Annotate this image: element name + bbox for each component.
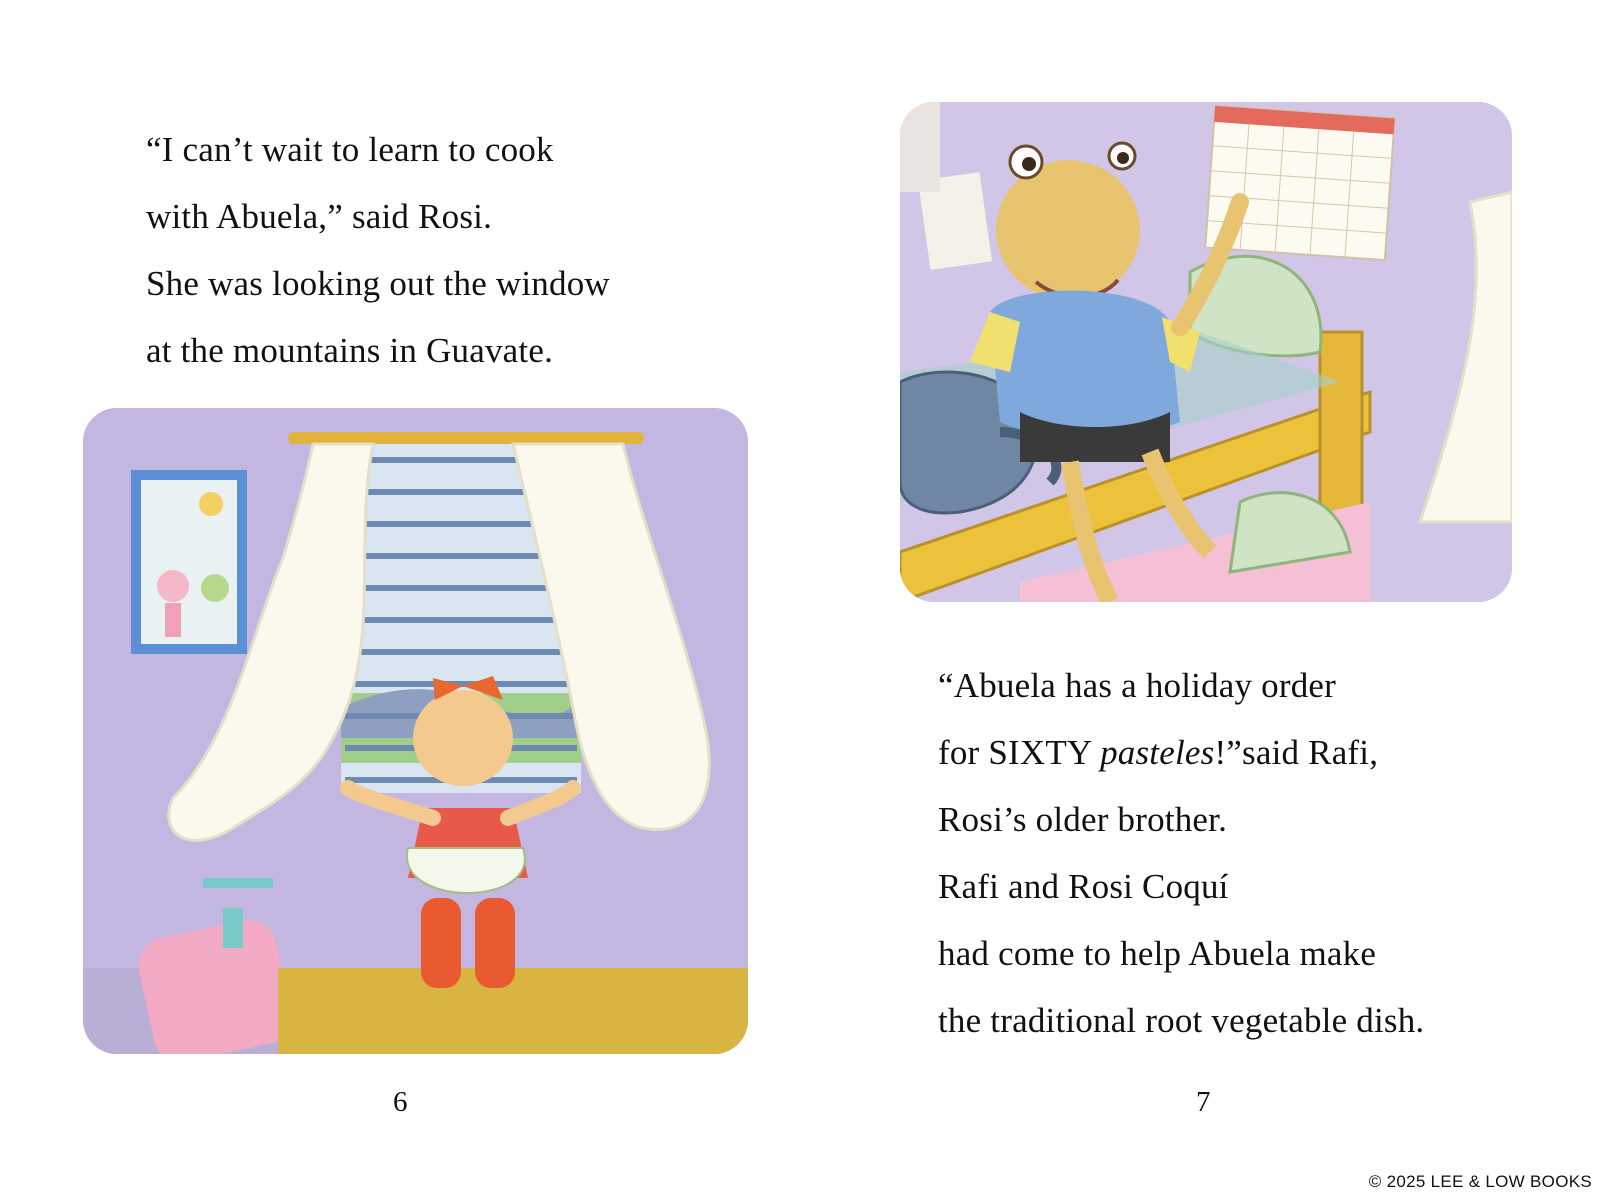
text-run: Rosi’s older brother. bbox=[938, 800, 1228, 839]
text-run: !”said Rafi, bbox=[1214, 733, 1379, 772]
text-line bbox=[938, 987, 1424, 1054]
illustration-rafi-on-bed bbox=[900, 102, 1512, 602]
text-line bbox=[938, 786, 1424, 853]
text-line: at the mountains in Guavate. bbox=[146, 331, 554, 370]
illustration-rafi-svg bbox=[900, 102, 1512, 602]
framed-drawing-icon bbox=[131, 470, 247, 654]
text-run: had come to help Abuela make bbox=[938, 934, 1377, 973]
left-page-text bbox=[146, 116, 610, 384]
page-number-right: 7 bbox=[1196, 1086, 1211, 1118]
page-number-left: 6 bbox=[393, 1086, 408, 1118]
copyright-notice: © 2025 LEE & LOW BOOKS bbox=[1368, 1172, 1592, 1191]
text-run: “Abuela has a holiday order bbox=[938, 666, 1337, 705]
text-run: the traditional root vegetable dish. bbox=[938, 1001, 1425, 1040]
italic-text-run: pasteles bbox=[1100, 733, 1215, 772]
text-line bbox=[938, 853, 1424, 920]
curtain-rod-icon bbox=[288, 432, 644, 444]
illustration-rosi-at-window bbox=[83, 408, 748, 1054]
text-line bbox=[938, 652, 1424, 719]
text-line: She was looking out the window bbox=[146, 264, 610, 303]
illustration-rosi-svg bbox=[83, 408, 748, 1054]
text-line bbox=[938, 920, 1424, 987]
right-page-text bbox=[938, 652, 1424, 1054]
text-line: with Abuela,” said Rosi. bbox=[146, 197, 493, 236]
text-run: Rafi and Rosi Coquí bbox=[938, 867, 1229, 906]
text-line bbox=[938, 719, 1424, 786]
text-line: “I can’t wait to learn to cook bbox=[146, 130, 554, 169]
text-run: for SIXTY bbox=[938, 733, 1101, 772]
